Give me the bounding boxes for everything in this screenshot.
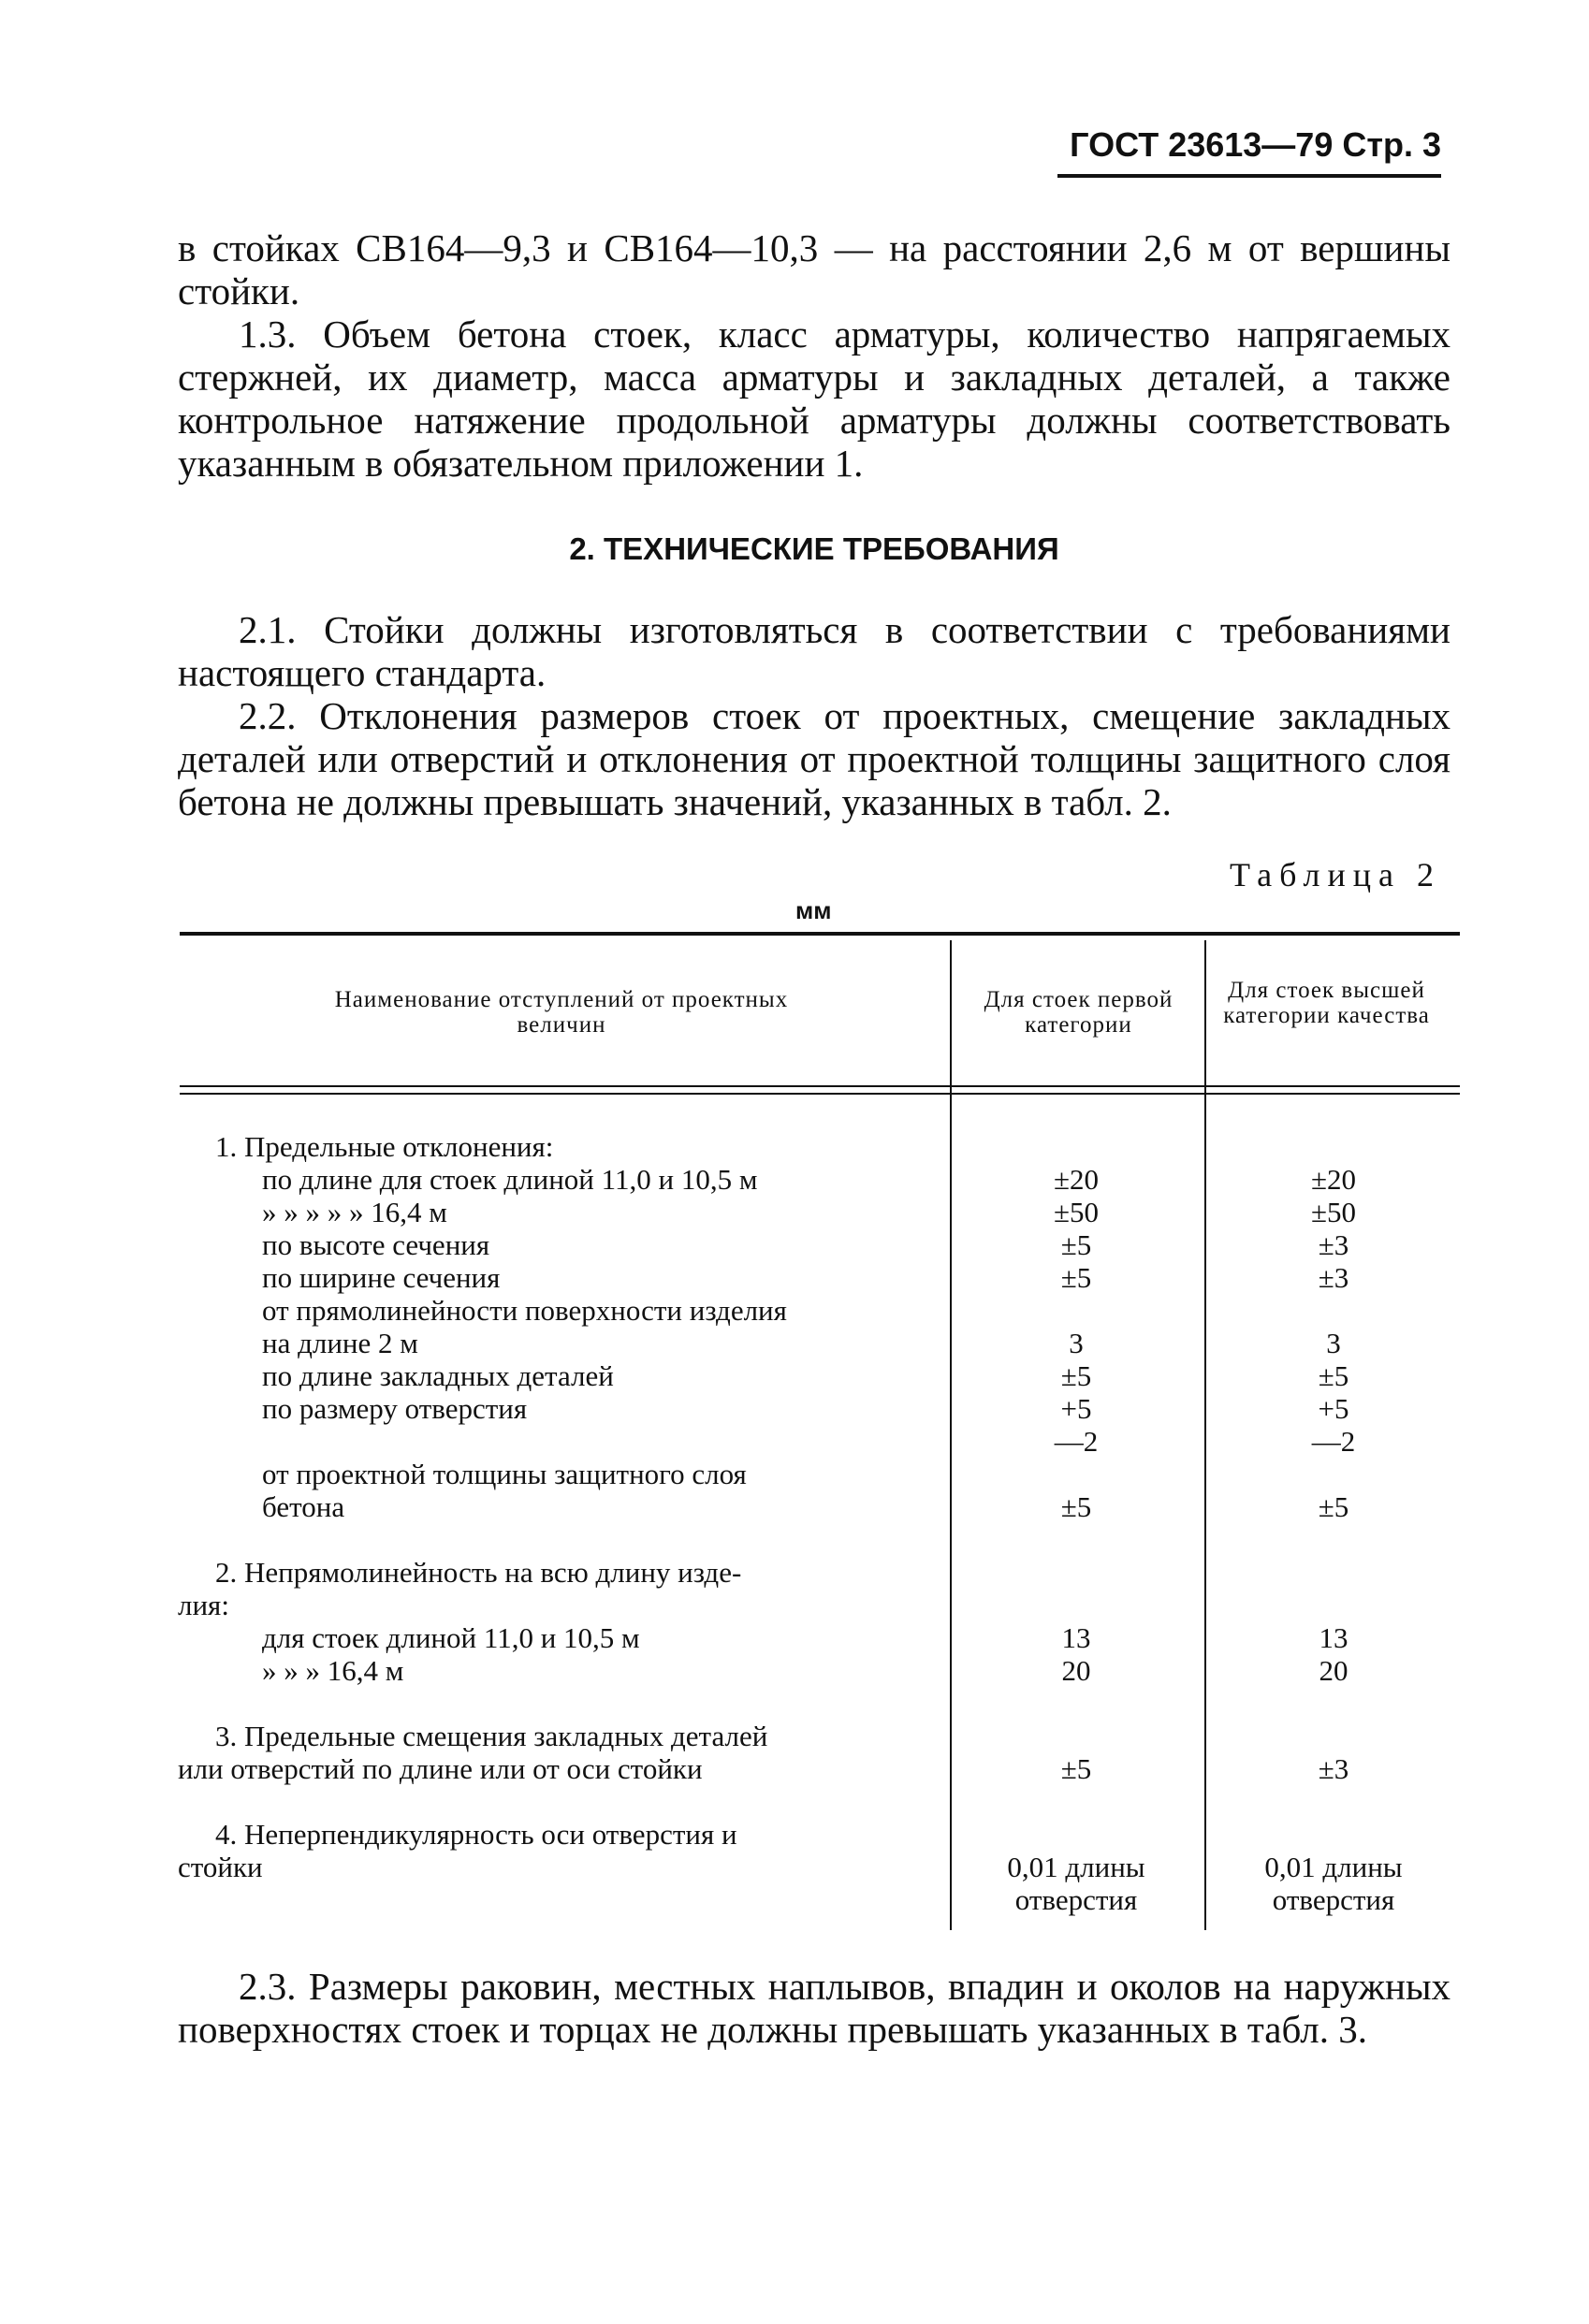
- row-label: лия:: [178, 1589, 229, 1621]
- highest-category-value: ±3: [1318, 1261, 1349, 1294]
- table-row: [178, 1392, 1460, 1425]
- highest-category-value: ±5: [1318, 1490, 1349, 1523]
- first-category-value: 0,01 длины: [1007, 1851, 1145, 1883]
- table-row: [178, 1228, 1460, 1261]
- highest-category-value: 3: [1326, 1327, 1341, 1359]
- highest-category-value: 20: [1319, 1654, 1348, 1687]
- highest-category-value: отверстия: [1272, 1883, 1395, 1916]
- table-row: [178, 1818, 1460, 1851]
- table-header-rule-2: [180, 1093, 1460, 1095]
- first-category-value: —2: [1054, 1425, 1099, 1458]
- table-header-highest-category: Для стоек высшей категории качества: [1223, 978, 1430, 1028]
- table-row: [178, 1196, 1460, 1228]
- first-category-value: отверстия: [1014, 1883, 1138, 1916]
- first-category-value: ±5: [1060, 1228, 1092, 1261]
- row-label: по ширине сечения: [262, 1261, 501, 1294]
- first-category-value: 3: [1069, 1327, 1084, 1359]
- row-label: от прямолинейности поверхности изделия: [262, 1294, 787, 1327]
- row-label: по высоте сечения: [262, 1228, 490, 1261]
- row-label: от проектной толщины защитного слоя: [262, 1458, 747, 1490]
- table-row: [178, 1130, 1460, 1163]
- first-category-value: 13: [1061, 1621, 1091, 1654]
- table-row: [178, 1720, 1460, 1752]
- row-label: » » » » » 16,4 м: [262, 1196, 447, 1228]
- row-label: 1. Предельные отклонения:: [215, 1130, 554, 1163]
- row-label: для стоек длиной 11,0 и 10,5 м: [262, 1621, 640, 1654]
- header-rule: [1057, 174, 1441, 178]
- table-row: [178, 1589, 1460, 1621]
- highest-category-value: 0,01 длины: [1264, 1851, 1403, 1883]
- highest-category-value: +5: [1318, 1392, 1349, 1425]
- table-header-first-category: Для стоек первой категории: [984, 987, 1174, 1038]
- page-header: ГОСТ 23613—79 Стр. 3: [1070, 125, 1441, 164]
- section-title: 2. ТЕХНИЧЕСКИЕ ТРЕБОВАНИЯ: [569, 531, 1059, 566]
- first-category-value: ±50: [1053, 1196, 1099, 1228]
- highest-category-value: ±50: [1310, 1196, 1356, 1228]
- row-label: по размеру отверстия: [262, 1392, 528, 1425]
- highest-category-value: 13: [1319, 1621, 1348, 1654]
- table-row: [178, 1163, 1460, 1196]
- row-label: стойки: [178, 1851, 263, 1883]
- table-row: [178, 1327, 1460, 1359]
- paragraph-1-2-continuation: в стойках СВ164—9,3 и СВ164—10,3 — на расстоянии 2,6 м от вершины стойки.: [178, 226, 1451, 312]
- paragraph-1-3: 1.3. Объем бетона стоек, класс арматуры, количество напрягаемых стержней, их диаметр, масса арматуры и закладных деталей, а также контрольное натяжение продольной арматуры должны соответствовать указанным в обязательном приложении 1.: [178, 312, 1451, 485]
- first-category-value: ±5: [1060, 1359, 1092, 1392]
- first-category-value: ±5: [1060, 1490, 1092, 1523]
- row-label: по длине закладных деталей: [262, 1359, 614, 1392]
- paragraph-2-3: 2.3. Размеры раковин, местных наплывов, впадин и околов на наружных поверхностях стоек и торцах не должны превышать указанных в табл. 3.: [178, 1965, 1451, 2051]
- table-row: [178, 1752, 1460, 1785]
- table-header-deviation-name: Наименование отступлений от проектных величин: [334, 987, 789, 1038]
- row-label: или отверстий по длине или от оси стойки: [178, 1752, 703, 1785]
- table-top-rule: [180, 932, 1460, 936]
- highest-category-value: ±3: [1318, 1228, 1349, 1261]
- row-label: 3. Предельные смещения закладных деталей: [215, 1720, 768, 1752]
- table-row: [178, 1556, 1460, 1589]
- first-category-value: ±5: [1060, 1261, 1092, 1294]
- first-category-value: +5: [1060, 1392, 1092, 1425]
- table-row: [178, 1883, 1460, 1916]
- table-row: [178, 1359, 1460, 1392]
- table-row: [178, 1851, 1460, 1883]
- table-row: [178, 1490, 1460, 1523]
- table-row: [178, 1261, 1460, 1294]
- table-header-rule-1: [180, 1085, 1460, 1087]
- row-label: бетона: [262, 1490, 345, 1523]
- row-label: 2. Непрямолинейность на всю длину изде-: [215, 1556, 742, 1589]
- table-row: [178, 1294, 1460, 1327]
- highest-category-value: —2: [1311, 1425, 1356, 1458]
- row-label: 4. Неперпендикулярность оси отверстия и: [215, 1818, 737, 1851]
- table-caption: Таблица 2: [1230, 856, 1441, 893]
- row-label: » » » 16,4 м: [262, 1654, 404, 1687]
- first-category-value: ±5: [1060, 1752, 1092, 1785]
- first-category-value: 20: [1061, 1654, 1091, 1687]
- highest-category-value: ±5: [1318, 1359, 1349, 1392]
- table-unit: мм: [795, 896, 832, 924]
- row-label: на длине 2 м: [262, 1327, 418, 1359]
- table-row: [178, 1621, 1460, 1654]
- table-row: [178, 1654, 1460, 1687]
- paragraph-2-2: 2.2. Отклонения размеров стоек от проектных, смещение закладных деталей или отверстий и отклонения от проектной толщины защитного слоя бетона не должны превышать значений, указанных в табл. 2.: [178, 694, 1451, 823]
- highest-category-value: ±3: [1318, 1752, 1349, 1785]
- highest-category-value: ±20: [1310, 1163, 1356, 1196]
- paragraph-2-1: 2.1. Стойки должны изготовляться в соответствии с требованиями настоящего стандарта.: [178, 608, 1451, 694]
- row-label: по длине для стоек длиной 11,0 и 10,5 м: [262, 1163, 758, 1196]
- table-row: [178, 1458, 1460, 1490]
- table-row: [178, 1425, 1460, 1458]
- first-category-value: ±20: [1053, 1163, 1099, 1196]
